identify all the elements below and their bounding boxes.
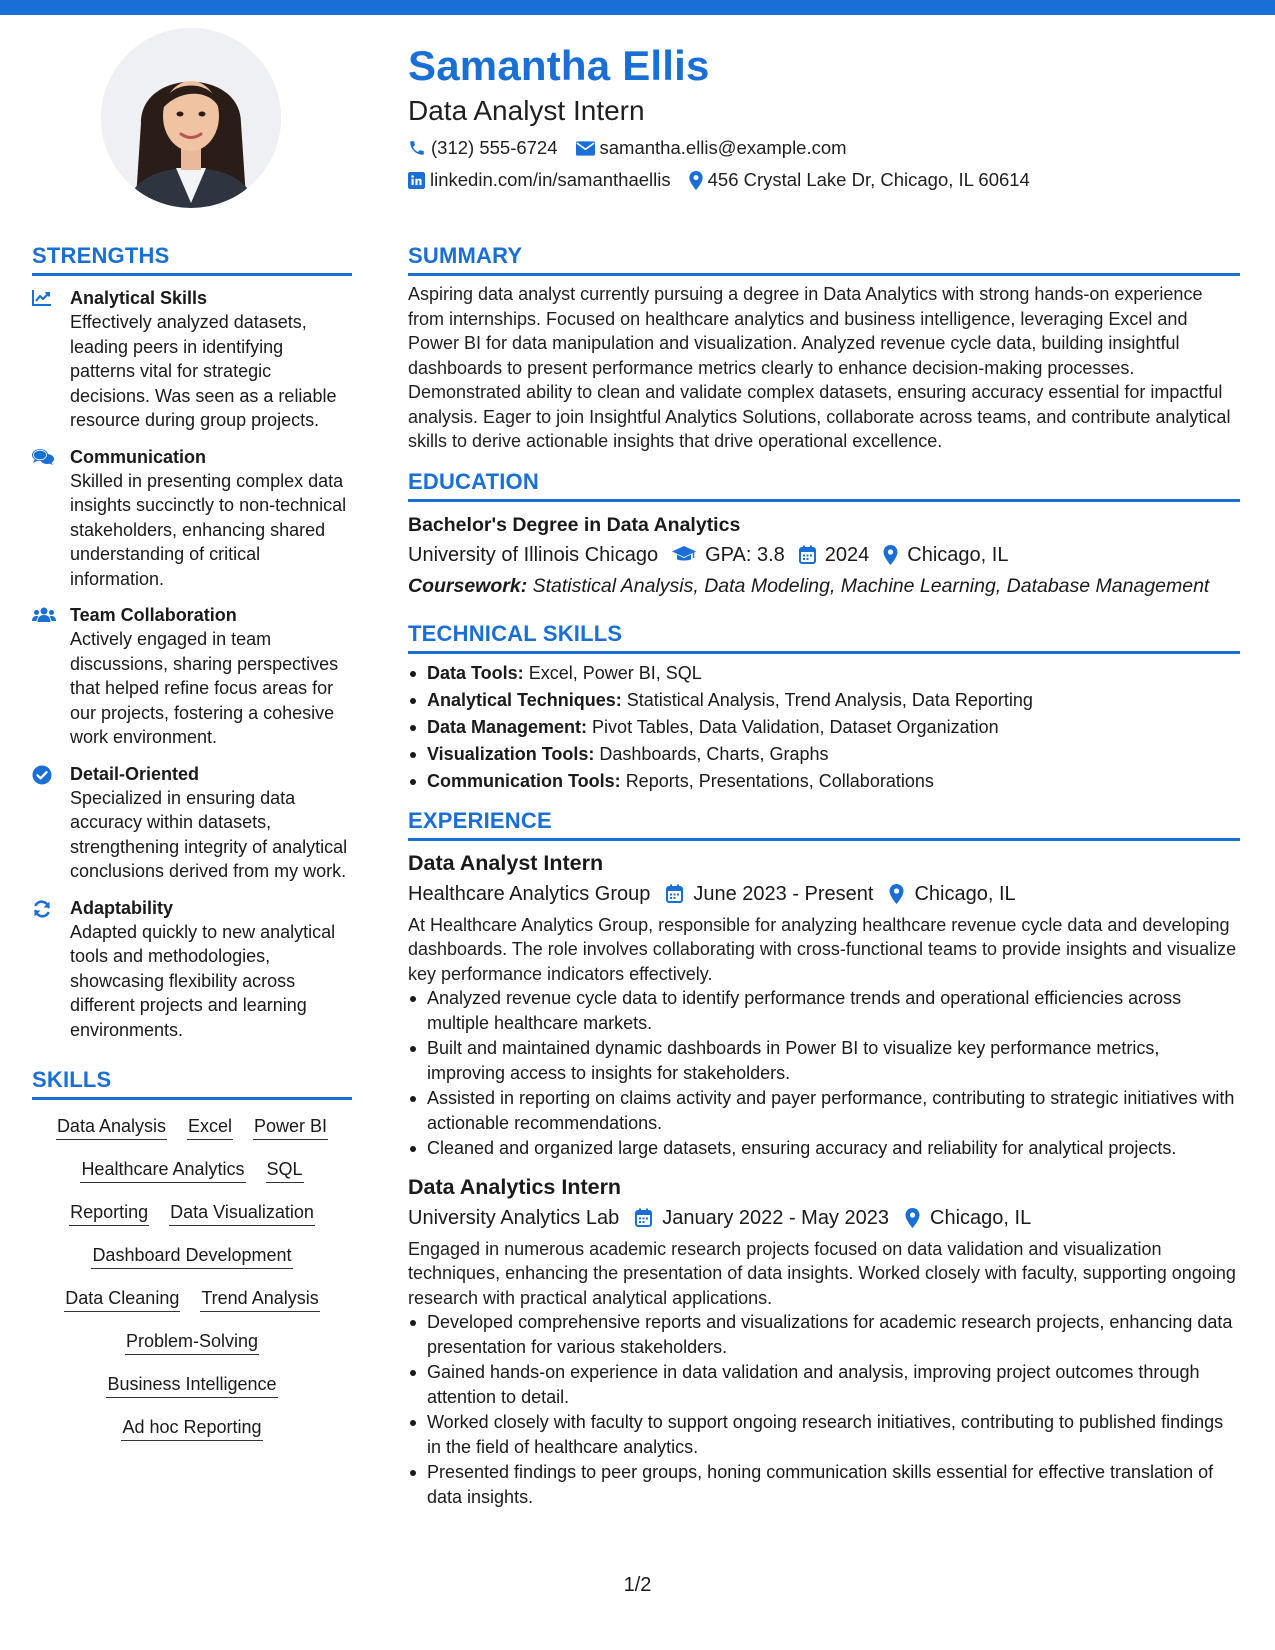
job-bullets [408,986,1240,1161]
strength-item [32,286,352,433]
skills-row [32,1286,352,1312]
resume-header [408,40,1228,192]
skill-tag: Problem-Solving [125,1329,259,1355]
strength-title: Detail-Oriented [70,763,200,784]
page-number: 1/2 [623,1574,652,1596]
location-text: Chicago, IL [907,543,1009,566]
job-description: Engaged in numerous academic research projects focused on data validation and visualization techniques, enhancing the presentation of data insights. Worked closely with faculty, supporting ongoing research with practical analytical applications. [408,1238,1236,1308]
strength-item [32,896,352,1043]
strength-desc: Effectively analyzed datasets, leading peers in identifying patterns vital for strategic decisions. Was seen as a reliable resource during group projects. [70,312,337,430]
linkedin-icon [408,172,425,189]
company-name: University Analytics Lab [408,1206,620,1229]
skills-row [32,1329,352,1355]
job-meta [408,1204,1240,1232]
degree: Bachelor's Degree in Data Analytics [408,513,741,536]
contact-row-2 [408,168,1228,192]
skill-value: Dashboards, Charts, Graphs [599,743,829,764]
job-location [905,1204,1031,1232]
coursework-text: Statistical Analysis, Data Modeling, Machine Learning, Database Management [532,574,1210,597]
strength-desc: Actively engaged in team discussions, sharing perspectives that helped refine focus areas for our projects, fostering a cohesive work environment. [70,629,339,747]
job-dates [666,880,873,908]
job-meta [408,880,1240,908]
skill-tag: SQL [266,1157,304,1183]
grad-year [799,541,870,569]
list-item: Analyzed revenue cycle data to identify performance trends and operational efficiencies across multiple healthcare markets. [408,986,1240,1035]
graduation-cap-icon [672,546,696,563]
skill-label: Analytical Techniques: [427,689,622,710]
skills-row [32,1372,352,1398]
list-item [408,741,1240,768]
skills-tag-cloud [32,1114,352,1441]
skills-row [32,1200,352,1226]
line-chart-icon [32,289,52,307]
skills-row [32,1415,352,1441]
skill-tag: Business Intelligence [106,1372,277,1398]
year-text: 2024 [824,543,870,566]
list-item [408,687,1240,714]
calendar-icon [799,545,816,564]
list-item: Developed comprehensive reports and visualizations for academic research projects, enhancing data presentation for various stakeholders. [408,1310,1240,1359]
education-meta [408,541,1240,569]
edu-location [883,541,1008,569]
phone-icon [408,139,426,157]
location-text: Chicago, IL [914,882,1016,905]
dates-text: January 2022 - May 2023 [662,1206,890,1229]
calendar-icon [635,1208,652,1227]
school [408,541,658,569]
map-marker-icon [883,545,898,565]
address-text: 456 Crystal Lake Dr, Chicago, IL 60614 [707,169,1030,190]
skill-tag: Trend Analysis [200,1286,319,1312]
skill-label: Data Management: [427,716,588,737]
job-bullets [408,1310,1240,1509]
email-icon [576,141,595,156]
skill-value: Statistical Analysis, Trend Analysis, Data Reporting [626,689,1033,710]
skill-value: Pivot Tables, Data Validation, Dataset Organization [592,716,999,737]
users-icon [32,606,56,623]
top-accent-bar [0,0,1275,15]
job-location [889,880,1015,908]
linkedin-text: linkedin.com/in/samanthaellis [430,169,671,190]
strengths-heading: STRENGTHS [32,242,352,276]
list-item [408,660,1240,687]
list-item: Cleaned and organized large datasets, ensuring accuracy and reliability for analytical projects. [408,1136,1240,1161]
job-dates [635,1204,889,1232]
address-contact [689,168,1030,192]
skills-heading: SKILLS [32,1066,352,1100]
skill-tag: Reporting [69,1200,149,1226]
skills-row [32,1114,352,1140]
technical-skills-list [408,660,1240,795]
job-entry [408,849,1240,1161]
gpa-text: GPA: 3.8 [705,543,785,566]
summary-heading: SUMMARY [408,242,1240,276]
right-column [408,242,1240,1509]
skill-value: Excel, Power BI, SQL [528,662,702,683]
skill-tag: Data Visualization [169,1200,315,1226]
calendar-icon [666,884,683,903]
check-circle-icon [32,765,52,785]
skill-label: Data Tools: [427,662,524,683]
linkedin-contact[interactable] [408,168,671,192]
strength-desc: Adapted quickly to new analytical tools and methodologies, showcasing flexibility across different projects and learning environments. [70,921,336,1040]
list-item: Presented findings to peer groups, honing communication skills essential for effective translation of data insights. [408,1460,1240,1509]
list-item [408,714,1240,741]
skill-label: Communication Tools: [427,770,621,791]
strength-title: Team Collaboration [70,605,237,625]
gpa [672,541,785,569]
skill-tag: Power BI [253,1114,328,1140]
list-item: Worked closely with faculty to support ongoing research initiatives, contributing to published findings in the field of healthcare analytics. [408,1410,1240,1459]
phone-contact[interactable] [408,136,558,160]
list-item: Built and maintained dynamic dashboards in Power BI to visualize key performance metrics, improving access to insights for stakeholders. [408,1036,1240,1085]
skill-value: Reports, Presentations, Collaborations [625,770,934,791]
coursework [408,572,1240,600]
skill-label: Visualization Tools: [427,743,595,764]
company-name: Healthcare Analytics Group [408,882,651,905]
strength-item [32,445,352,592]
skill-tag: Data Cleaning [64,1286,180,1312]
school-name: University of Illinois Chicago [408,543,659,566]
technical-skills-heading: TECHNICAL SKILLS [408,620,1240,654]
strength-desc: Specialized in ensuring data accuracy within datasets, strengthening integrity of analytical conclusions derived from my work. [70,787,348,881]
job-title: Data Analytics Intern [408,1174,622,1199]
skill-tag: Healthcare Analytics [80,1157,245,1183]
location-text: Chicago, IL [930,1206,1032,1229]
left-column [32,242,352,1458]
strength-title: Adaptability [70,897,174,918]
strength-item [32,762,352,884]
coursework-label: Coursework: [408,574,528,597]
strengths-list [32,286,352,1042]
profile-photo [101,28,281,208]
job-description: At Healthcare Analytics Group, responsible for analyzing healthcare revenue cycle data and developing dashboards. The role involves collaborating with cross-functional teams to provide insights and visualize key performance indicators effectively. [408,914,1237,984]
candidate-title: Data Analyst Intern [408,95,645,126]
map-marker-icon [889,884,904,904]
strength-item [32,603,352,750]
skill-tag: Ad hoc Reporting [121,1415,262,1441]
email-text: samantha.ellis@example.com [599,137,847,158]
experience-heading: EXPERIENCE [408,807,1240,841]
job-title: Data Analyst Intern [408,850,604,875]
strength-title: Communication [70,446,207,467]
map-marker-icon [689,171,703,190]
candidate-name: Samantha Ellis [408,42,710,89]
map-marker-icon [905,1208,920,1228]
strength-desc: Skilled in presenting complex data insights succinctly to non-technical stakeholders, enhancing shared understanding of critical information. [70,470,347,589]
skills-row [32,1243,352,1269]
dates-text: June 2023 - Present [693,882,874,905]
skills-row [32,1157,352,1183]
list-item: Gained hands-on experience in data validation and analysis, improving project outcomes through attention to detail. [408,1360,1240,1409]
company [408,880,650,908]
phone-text: (312) 555-6724 [431,137,558,158]
email-contact[interactable] [576,136,847,160]
education-heading: EDUCATION [408,468,1240,502]
strength-title: Analytical Skills [70,288,208,308]
company [408,1204,619,1232]
skill-tag: Excel [187,1114,233,1140]
comments-icon [32,448,54,466]
list-item: Assisted in reporting on claims activity and payer performance, contributing to strategic initiatives with actionable recommendations. [408,1086,1240,1135]
contact-row-1 [408,136,1228,160]
summary-text: Aspiring data analyst currently pursuing a degree in Data Analytics with strong hands-on experience from internships. Focused on healthcare analytics and business intelligence, leveraging Excel and Power BI for data manipulation and visualization. Analyzed revenue cycle data, building insightful dashboards to present performance metrics clearly to enhance decision-making processes. Demonstrated ability to clean and validate complex datasets, ensuring accuracy essential for impactful analysis. Eager to join Insightful Analytics Solutions, collaborate across teams, and contribute analytical skills to derive actionable insights that drive operational excellence. [408,284,1231,451]
skill-tag: Data Analysis [56,1114,167,1140]
refresh-icon [32,899,52,919]
skill-tag: Dashboard Development [91,1243,292,1269]
list-item [408,768,1240,795]
job-entry [408,1173,1240,1510]
